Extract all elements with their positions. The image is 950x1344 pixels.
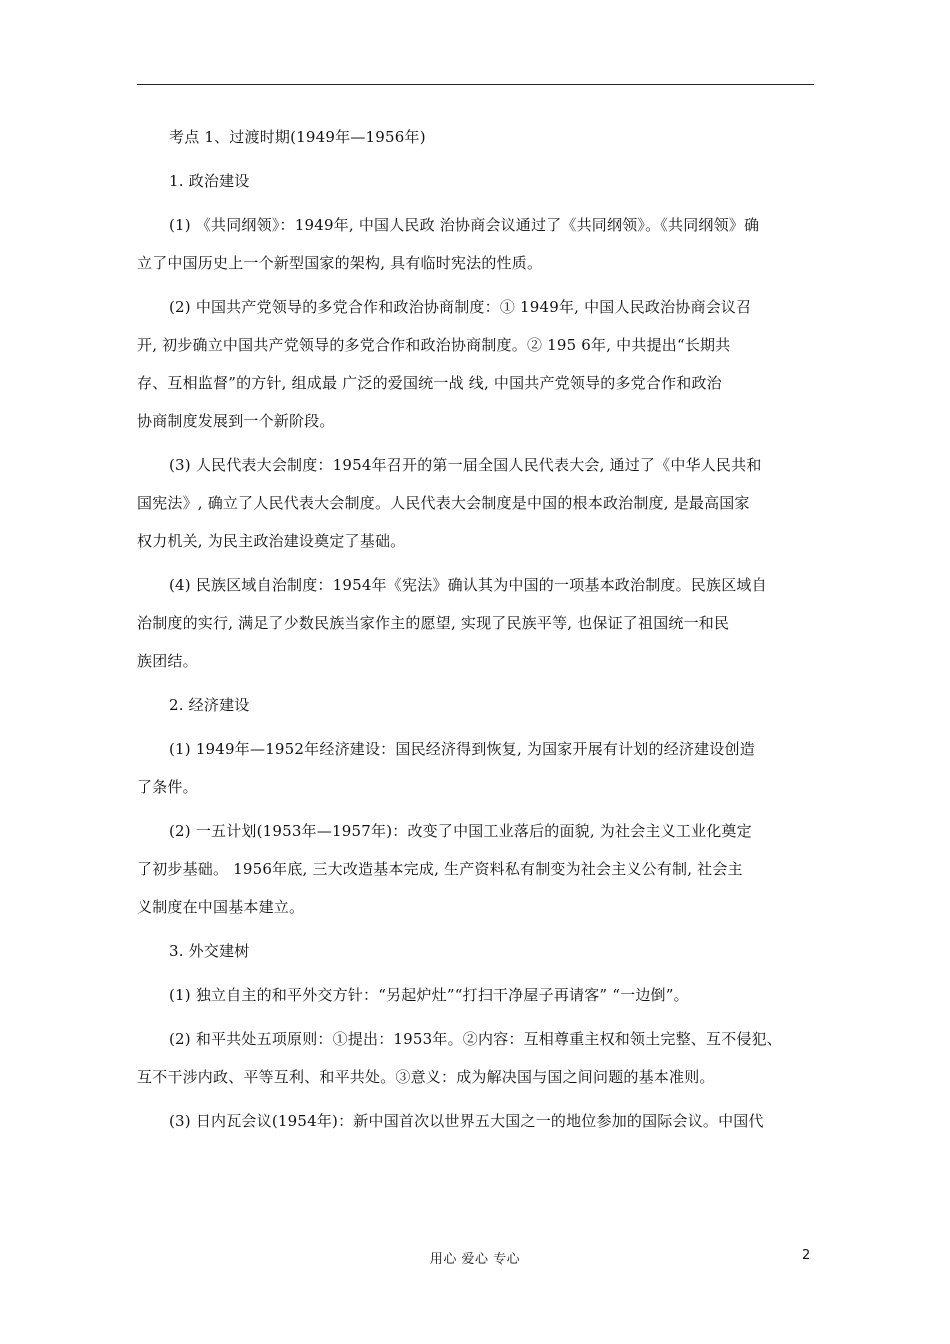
- section-title-diplomacy: 3. 外交建树: [169, 942, 250, 960]
- paragraph-line: (3) 日内瓦会议(1954年)：新中国首次以世界五大国之一的地位参加的国际会议。中国代: [169, 1112, 764, 1130]
- paragraph-line: (1) 1949年—1952年经济建设：国民经济得到恢复, 为国家开展有计划的经济建设创造: [169, 740, 755, 758]
- paragraph-line: 治制度的实行, 满足了少数民族当家作主的愿望, 实现了民族平等, 也保证了祖国统一和民: [137, 614, 730, 632]
- paragraph: [137, 1020, 814, 1096]
- paragraph-line: (4) 民族区域自治制度：1954年《宪法》确认其为中国的一项基本政治制度。民族区域自: [169, 576, 767, 594]
- paragraph-line: (1) 《共同纲领》：1949年, 中国人民政 治协商会议通过了《共同纲领》。《共同纲领》确: [169, 216, 760, 234]
- paragraph: [137, 206, 814, 282]
- paragraph-line: 开, 初步确立中国共产党领导的多党合作和政治协商制度。② 195 6年, 中共提出“长期共: [137, 336, 731, 354]
- paragraph: [137, 1102, 814, 1140]
- section-title-politics: 1. 政治建设: [169, 172, 250, 190]
- paragraph-line: (3) 人民代表大会制度：1954年召开的第一届全国人民代表大会, 通过了《中华人民共和: [169, 456, 762, 474]
- topic-heading: 考点 1、过渡时期(1949年—1956年): [169, 128, 426, 146]
- paragraph-line: (2) 和平共处五项原则：①提出：1953年。②内容：互相尊重主权和领土完整、互不侵犯、: [169, 1030, 782, 1048]
- paragraph-line: (2) 一五计划(1953年—1957年)：改变了中国工业落后的面貌, 为社会主义工业化奠定: [169, 822, 752, 840]
- paragraph-line: 立了中国历史上一个新型国家的架构, 具有临时宪法的性质。: [137, 254, 543, 272]
- paragraph-line: 了条件。: [137, 778, 198, 796]
- paragraph-line: 存、互相监督”的方针, 组成最 广泛的爱国统一战 线, 中国共产党领导的多党合作和政治: [137, 374, 722, 392]
- paragraph-line: (2) 中国共产党领导的多党合作和政治协商制度：① 1949年, 中国人民政治协商会议召: [169, 298, 752, 316]
- paragraph: [137, 976, 814, 1014]
- paragraph-line: (1) 独立自主的和平外交方针：“另起炉灶”“打扫干净屋子再请客” “一边倒”。: [169, 986, 689, 1004]
- page-footer: [0, 1248, 950, 1268]
- paragraph-line: 国宪法》, 确立了人民代表大会制度。人民代表大会制度是中国的根本政治制度, 是最高国家: [137, 494, 750, 512]
- header-rule: [137, 84, 814, 85]
- paragraph-line: 了初步基础。 1956年底, 三大改造基本完成, 生产资料私有制变为社会主义公有制, 社会主: [137, 860, 743, 878]
- paragraph-line: 协商制度发展到一个新阶段。: [137, 412, 335, 430]
- paragraph: [137, 812, 814, 926]
- paragraph: [137, 446, 814, 560]
- paragraph: [137, 566, 814, 680]
- page-number: 2: [802, 1248, 811, 1263]
- paragraph-line: 义制度在中国基本建立。: [137, 898, 305, 916]
- paragraph-line: 互不干涉内政、平等互利、和平共处。③意义：成为解决国与国之间问题的基本准则。: [137, 1068, 715, 1086]
- paragraph: [137, 288, 814, 440]
- paragraph-line: 族团结。: [137, 652, 198, 670]
- paragraph: [137, 730, 814, 806]
- paragraph-line: 权力机关, 为民主政治建设奠定了基础。: [137, 532, 406, 550]
- footer-motto: 用心 爱心 专心: [429, 1252, 521, 1267]
- document-body: [137, 118, 814, 1146]
- section-title-economy: 2. 经济建设: [169, 696, 250, 714]
